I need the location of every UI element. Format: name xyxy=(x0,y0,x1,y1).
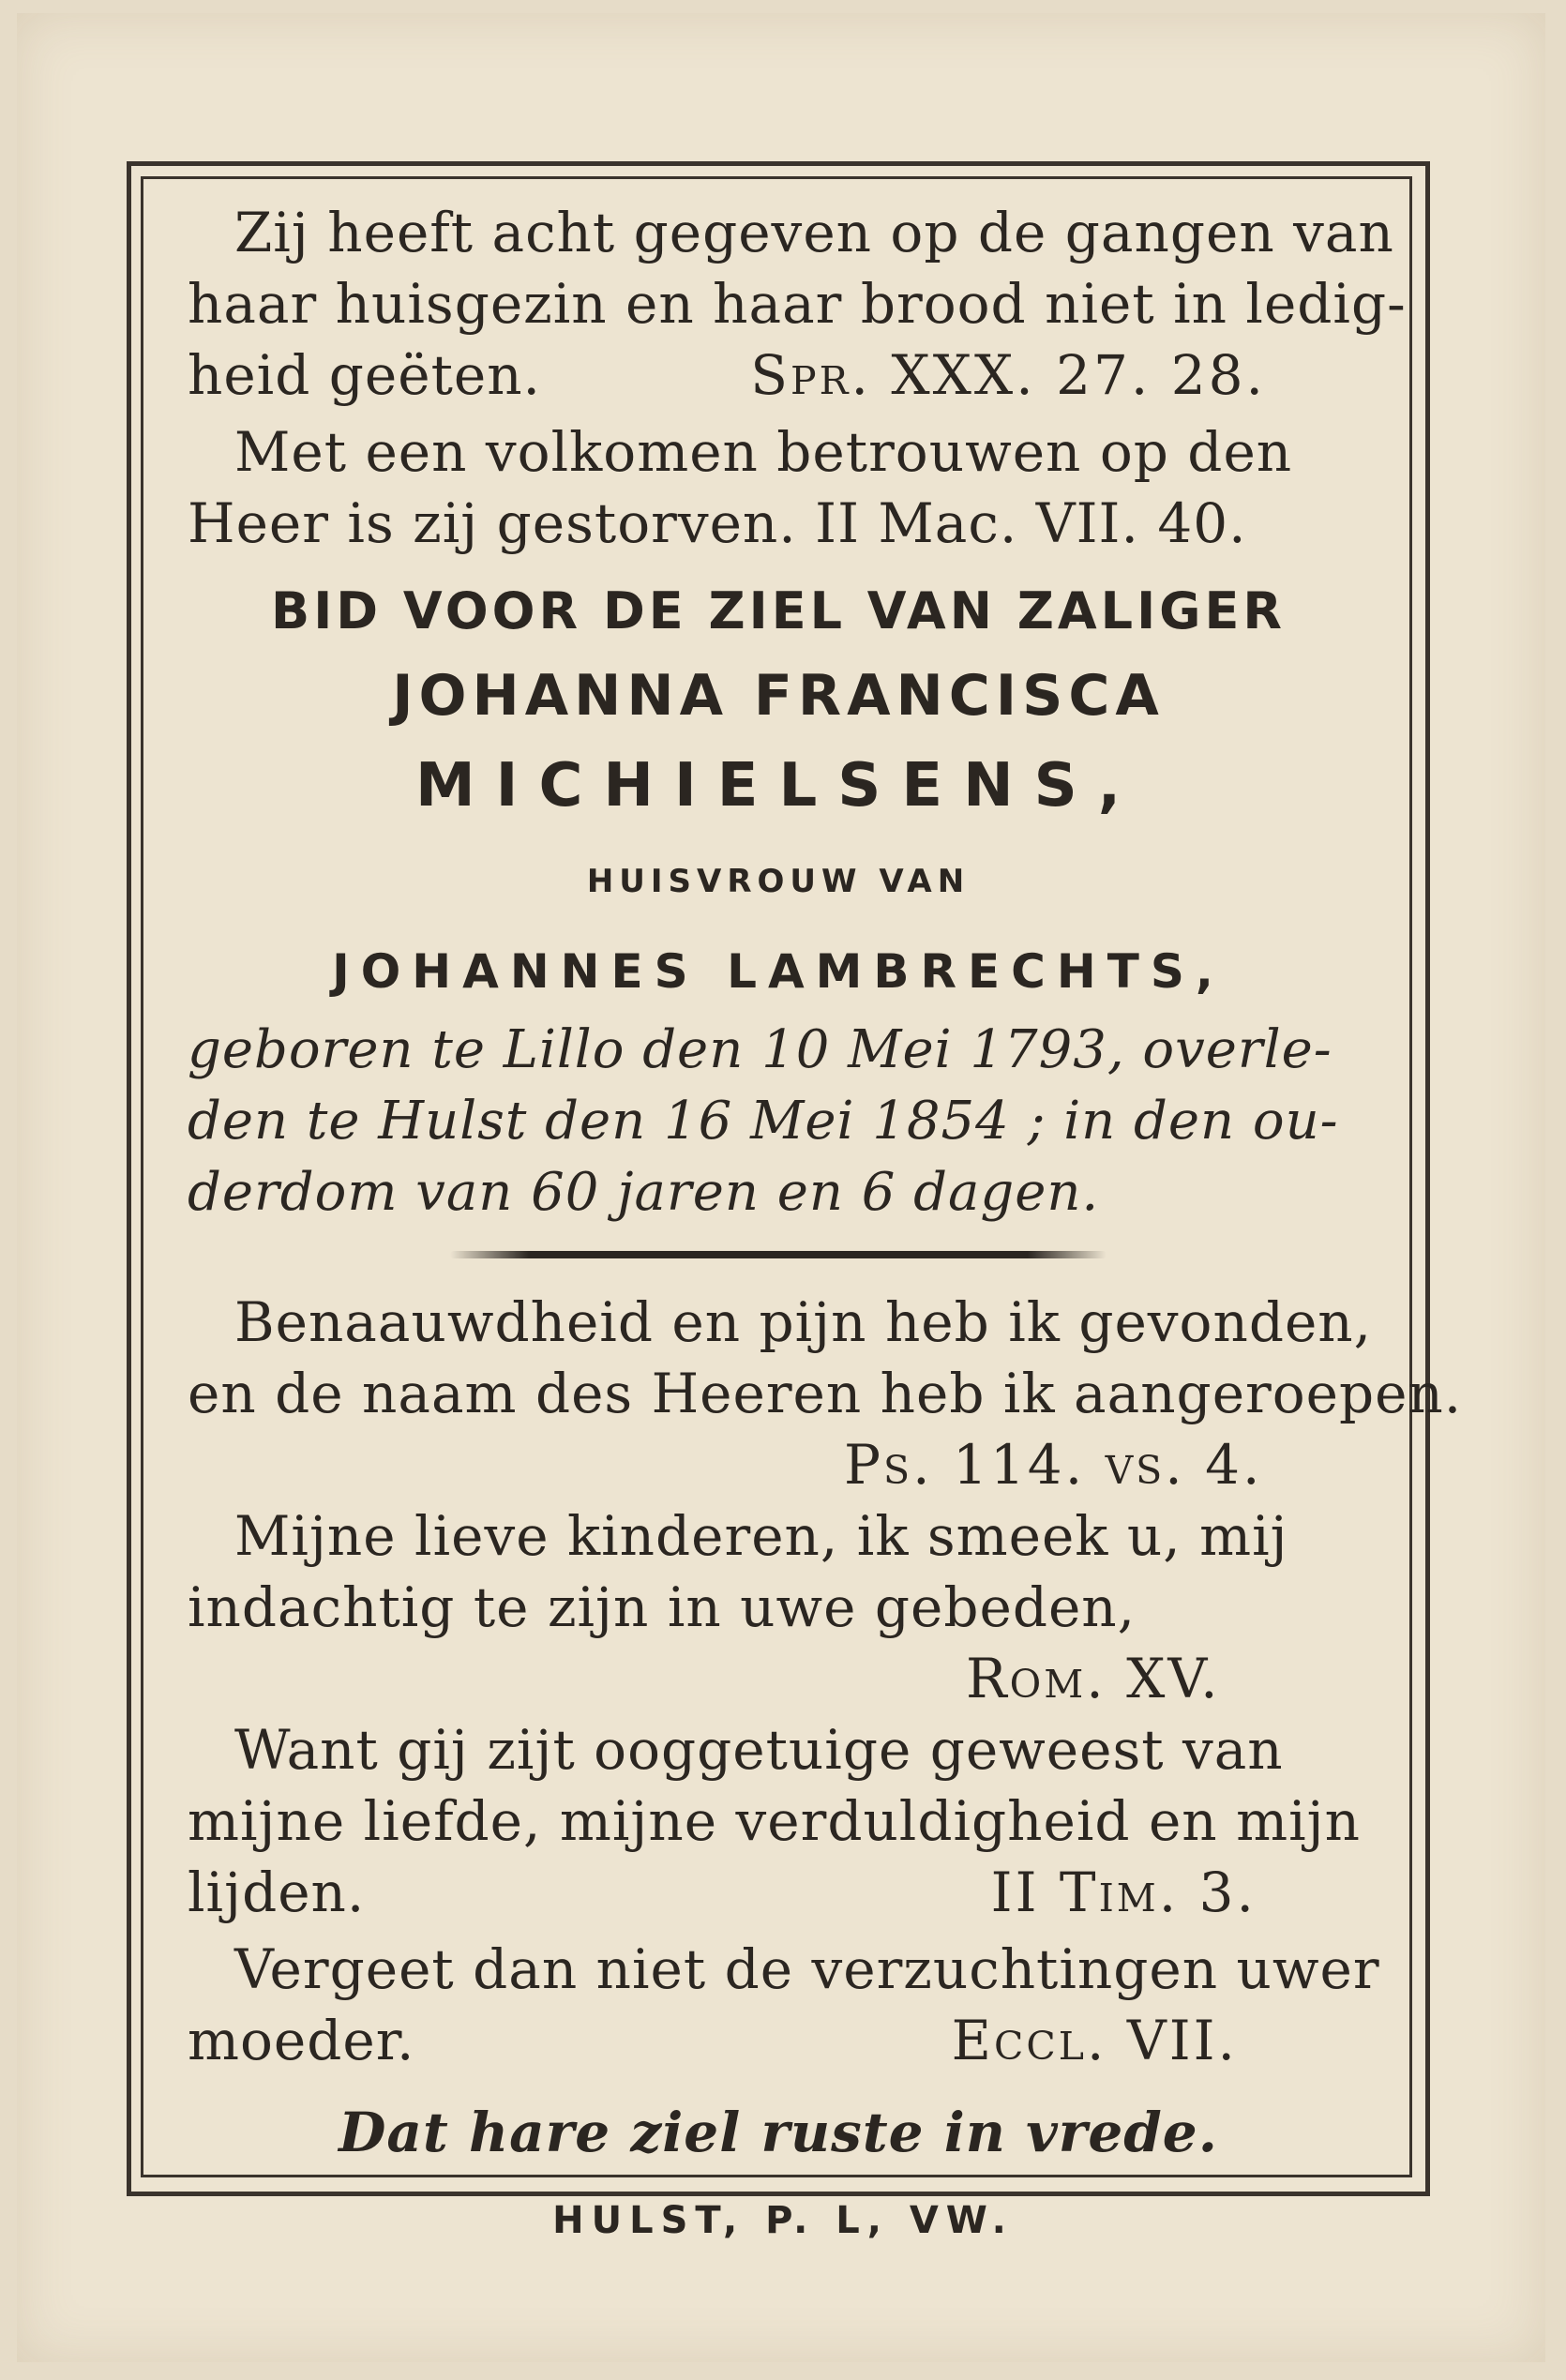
card-content xyxy=(188,197,1463,2168)
divider-rule xyxy=(450,1251,1107,1258)
bio-line1: geboren te Lillo den 10 Mei 1793, overle- xyxy=(188,1019,1333,1080)
verse1-line1: Benaauwdheid en pijn heb ik gevonden, xyxy=(234,1290,1373,1354)
quote1-line1: Zij heeft acht gegeven op de gangen van xyxy=(234,201,1394,264)
verse3-text: lijden. xyxy=(188,1860,366,1924)
printer-imprint: HULST, P. L, VW. xyxy=(552,2199,1014,2242)
bio-line2: den te Hulst den 16 Mei 1854 ; in den ou- xyxy=(188,1091,1339,1152)
bio-line3: derdom van 60 jaren en 6 dagen. xyxy=(188,1162,1100,1223)
verse1-reference: Ps. 114. vs. 4. xyxy=(844,1433,1263,1497)
verse4-text: moeder. xyxy=(188,2009,415,2072)
relation-label: HUISVROUW VAN xyxy=(586,863,971,900)
verse3-line1: Want gij zijt ooggetuige geweest van xyxy=(234,1718,1284,1782)
closing-line: Dat hare ziel ruste in vrede. xyxy=(339,2101,1218,2164)
quote1-reference: Spr. XXX. 27. 28. xyxy=(750,343,1266,407)
quote1-text: heid geëten. xyxy=(188,343,541,407)
verse3-line2: mijne liefde, mijne verduldigheid en mijn xyxy=(188,1789,1361,1853)
verse2-line2: indachtig te zijn in uwe gebeden, xyxy=(188,1575,1137,1639)
verse1-line2: en de naam des Heeren heb ik aangeroepen. xyxy=(188,1362,1463,1425)
quote2-line1: Met een volkomen betrouwen op den xyxy=(234,420,1293,484)
verse4-reference: Eccl. VII. xyxy=(951,2009,1238,2072)
verse3-line3 xyxy=(188,1857,1257,1928)
prayer-heading: BID VOOR DE ZIEL VAN ZALIGER xyxy=(271,581,1286,640)
deceased-surname: MICHIELSENS, xyxy=(414,751,1142,821)
deceased-first-names: JOHANNA FRANCISCA xyxy=(392,663,1165,729)
quote1-line3 xyxy=(188,339,1266,411)
quote2-line2: Heer is zij gestorven. II Mac. VII. 40. xyxy=(188,491,1247,555)
verse2-reference: Rom. XV. xyxy=(966,1647,1221,1710)
quote1-line2: haar huisgezin en haar brood niet in ledig- xyxy=(188,272,1407,336)
verse4-line2 xyxy=(188,2005,1238,2076)
verse2-line1: Mijne lieve kinderen, ik smeek u, mij xyxy=(234,1504,1288,1568)
verse3-reference: II Tim. 3. xyxy=(990,1860,1257,1924)
spouse-name: JOHANNES LAMBRECHTS, xyxy=(332,944,1225,999)
verse4-line1: Vergeet dan niet de verzuchtingen uwer xyxy=(234,1937,1380,2001)
